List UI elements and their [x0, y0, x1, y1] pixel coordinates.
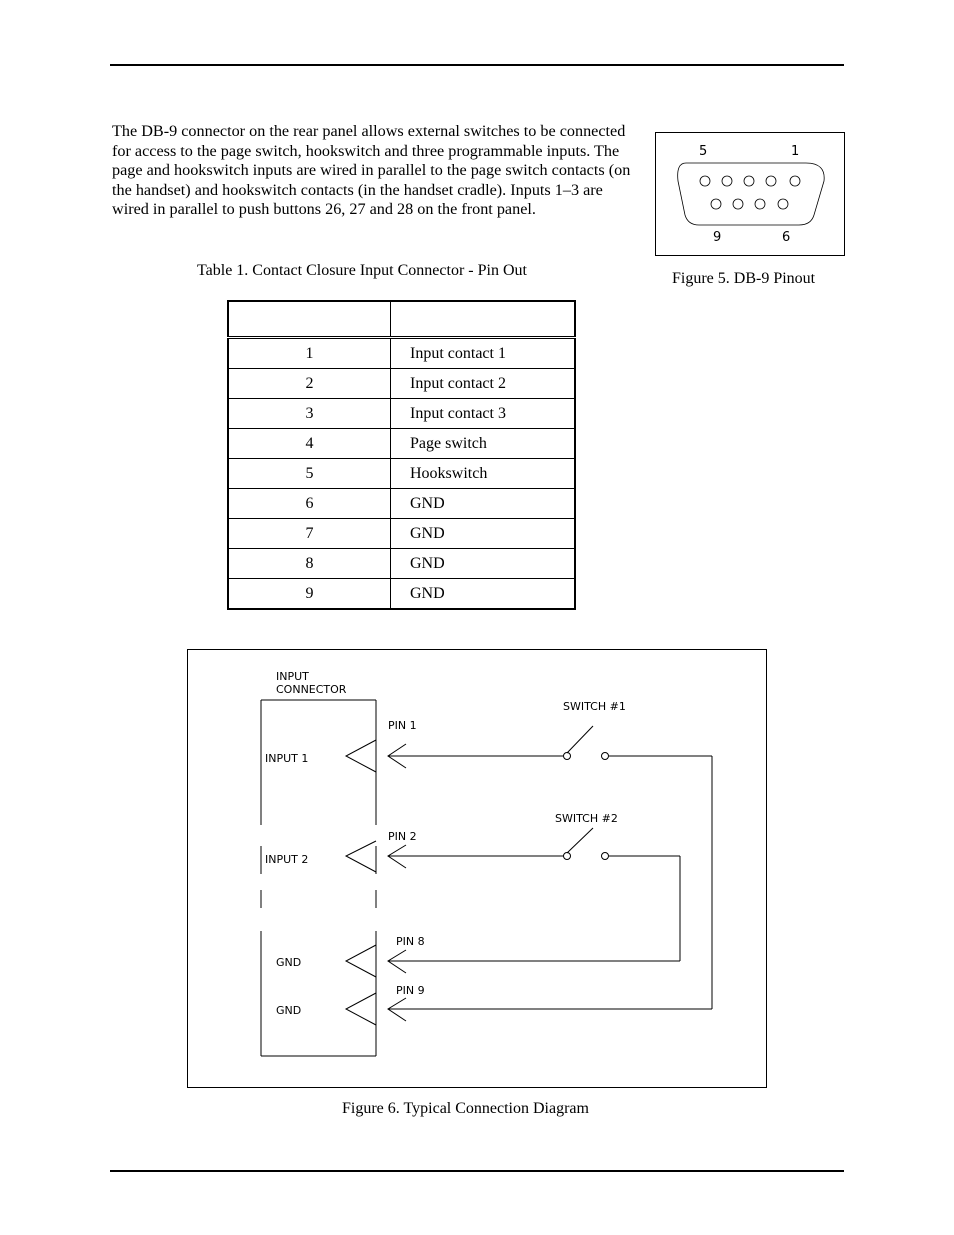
figure6-caption: Figure 6. Typical Connection Diagram [342, 1100, 589, 1117]
db9-label-9: 9 [713, 230, 722, 245]
db9-pinout-figure [655, 132, 845, 256]
table-row [228, 549, 575, 579]
pin2-label: PIN 2 [388, 830, 417, 843]
pin-cell: 3 [228, 399, 391, 429]
pin-cell: 2 [228, 369, 391, 399]
connector-label-line2: CONNECTOR [276, 683, 347, 696]
pin-cell: 9 [228, 579, 391, 610]
function-cell: Hookswitch [391, 459, 576, 489]
function-cell: GND [391, 549, 576, 579]
db9-label-5: 5 [699, 144, 708, 159]
function-cell: Input contact 2 [391, 369, 576, 399]
figure5-caption: Figure 5. DB-9 Pinout [672, 270, 816, 287]
db9-shell-outline [678, 163, 825, 225]
table-row [228, 429, 575, 459]
switch-1-symbol [564, 726, 609, 760]
pin8-label: PIN 8 [396, 935, 425, 948]
pin-cell: 7 [228, 519, 391, 549]
pin-cell: 6 [228, 489, 391, 519]
table-row [228, 519, 575, 549]
table-header-pin [228, 301, 391, 338]
connector-label-line1: INPUT [276, 670, 309, 683]
input1-label: INPUT 1 [265, 752, 309, 765]
table-row [228, 338, 575, 369]
connection-diagram-figure [187, 649, 767, 1088]
switch2-label: SWITCH #2 [555, 812, 618, 825]
switch-2-symbol [564, 828, 609, 860]
table-row [228, 489, 575, 519]
table-caption: Table 1. Contact Closure Input Connector - Pin Out [197, 262, 527, 279]
table-row [228, 399, 575, 429]
footer-rule [110, 1170, 844, 1172]
header-rule [110, 64, 844, 66]
body-paragraph: The DB-9 connector on the rear panel allows external switches to be connected for access to the page switch, hookswitch and three programmable inputs. The page and hookswitch inputs are wired in parallel to the page switch contacts (on the handset) and hookswitch contacts (in the handset cradle). Inputs 1–3 are wired in parallel to push buttons 26, 27 and 28 on the front panel. [112, 122, 631, 219]
db9-pin-holes [700, 176, 800, 209]
pin-cell: 4 [228, 429, 391, 459]
function-cell: GND [391, 579, 576, 610]
function-cell: GND [391, 519, 576, 549]
function-cell: Input contact 3 [391, 399, 576, 429]
db9-label-1: 1 [791, 144, 800, 159]
function-cell: Page switch [391, 429, 576, 459]
table-header-function [391, 301, 576, 338]
db9-label-6: 6 [782, 230, 791, 245]
table-row [228, 369, 575, 399]
db9-connector-drawing [656, 133, 844, 255]
switch1-label: SWITCH #1 [563, 700, 626, 713]
table-row [228, 579, 575, 610]
gnd-label: GND [276, 1004, 302, 1017]
input2-label: INPUT 2 [265, 853, 309, 866]
gnd-label: GND [276, 956, 302, 969]
wiring [388, 756, 712, 1009]
pinout-table [227, 300, 576, 610]
function-cell: Input contact 1 [391, 338, 576, 369]
function-cell: GND [391, 489, 576, 519]
table-row [228, 459, 575, 489]
table-header-row [228, 301, 575, 338]
pin1-label: PIN 1 [388, 719, 417, 732]
pin-cell: 1 [228, 338, 391, 369]
pin-cell: 5 [228, 459, 391, 489]
pin-cell: 8 [228, 549, 391, 579]
pin9-label: PIN 9 [396, 984, 425, 997]
connection-diagram-drawing [188, 650, 766, 1087]
